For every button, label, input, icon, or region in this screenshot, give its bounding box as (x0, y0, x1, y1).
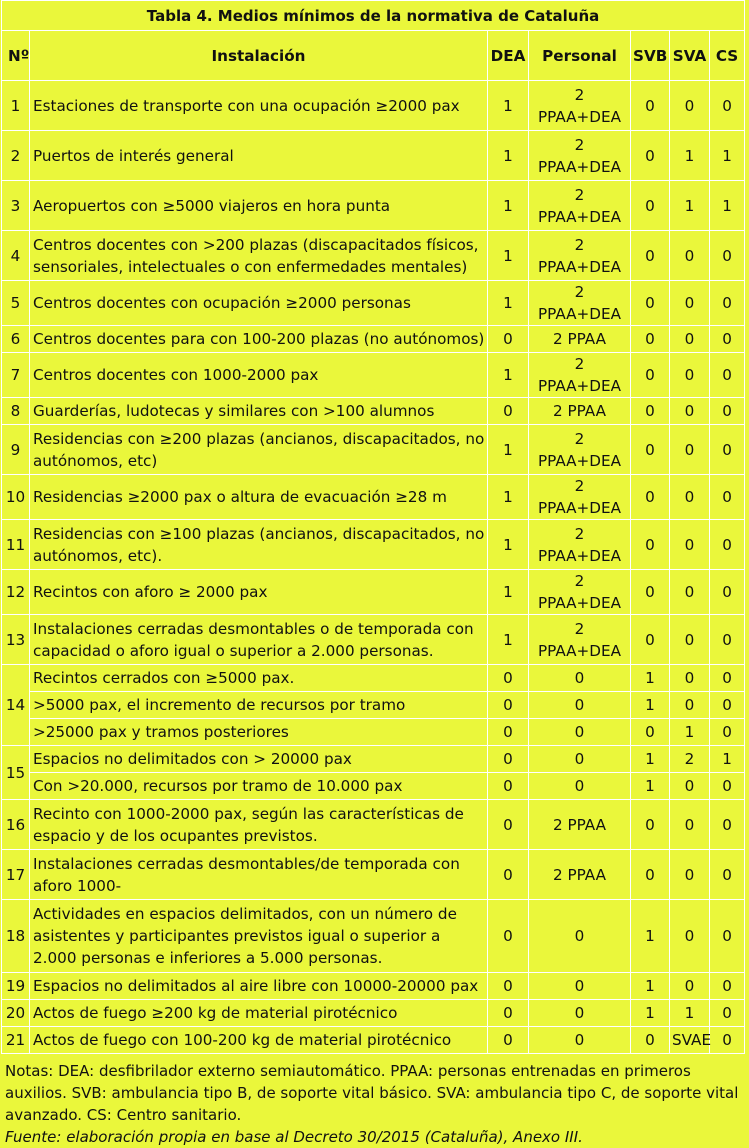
cell-personal: 2 PPAA+DEA (529, 131, 631, 181)
cell-personal: 0 (529, 773, 631, 800)
cell-installation: Recintos con aforo ≥ 2000 pax (30, 570, 488, 615)
cell-svb: 1 (631, 746, 670, 773)
table-header-row (2, 31, 745, 81)
cell-svb: 0 (631, 181, 670, 231)
cell-installation: Aeropuertos con ≥5000 viajeros en hora punta (30, 181, 488, 231)
header-number: Nº (2, 31, 30, 81)
cell-sva: 0 (670, 326, 710, 353)
cell-installation: Actos de fuego ≥200 kg de material pirotécnico (30, 1000, 488, 1027)
cell-number: 14 (2, 665, 30, 746)
cell-svb: 1 (631, 900, 670, 973)
cell-installation: Instalaciones cerradas desmontables/de temporada con aforo 1000- (30, 850, 488, 900)
cell-number: 4 (2, 231, 30, 281)
cell-sva: 1 (670, 719, 710, 746)
cell-sva: 0 (670, 353, 710, 398)
header-svb: SVB (631, 31, 670, 81)
cell-cs: 0 (710, 973, 745, 1000)
cell-svb: 0 (631, 520, 670, 570)
cell-installation: Actividades en espacios delimitados, con un número de asistentes y participantes previstos igual o superior a 2.000 personas e inferiores a 5.000 personas. (30, 900, 488, 973)
header-sva: SVA (670, 31, 710, 81)
cell-installation: Centros docentes con 1000-2000 pax (30, 353, 488, 398)
cell-number: 7 (2, 353, 30, 398)
cell-number: 17 (2, 850, 30, 900)
cell-dea: 0 (488, 398, 529, 425)
cell-svb: 1 (631, 692, 670, 719)
cell-cs: 0 (710, 719, 745, 746)
cell-dea: 0 (488, 773, 529, 800)
cell-personal: 0 (529, 1000, 631, 1027)
table-row (2, 746, 745, 773)
cell-dea: 0 (488, 719, 529, 746)
cell-dea: 0 (488, 800, 529, 850)
cell-installation: Residencias ≥2000 pax o altura de evacuación ≥28 m (30, 475, 488, 520)
cell-cs: 0 (710, 326, 745, 353)
cell-installation: Recintos cerrados con ≥5000 pax. (30, 665, 488, 692)
cell-sva: 0 (670, 570, 710, 615)
cell-number: 21 (2, 1027, 30, 1054)
cell-svb: 0 (631, 800, 670, 850)
cell-dea: 0 (488, 326, 529, 353)
cell-dea: 1 (488, 81, 529, 131)
cell-personal: 2 PPAA+DEA (529, 570, 631, 615)
cell-cs: 0 (710, 1027, 745, 1054)
cell-personal: 2 PPAA+DEA (529, 231, 631, 281)
cell-cs: 0 (710, 570, 745, 615)
cell-sva: 0 (670, 520, 710, 570)
cell-dea: 1 (488, 570, 529, 615)
cell-dea: 1 (488, 281, 529, 326)
cell-svb: 0 (631, 475, 670, 520)
cell-installation: Espacios no delimitados con > 20000 pax (30, 746, 488, 773)
table-row (2, 692, 745, 719)
cell-personal: 2 PPAA+DEA (529, 475, 631, 520)
cell-number: 16 (2, 800, 30, 850)
table-row (2, 773, 745, 800)
notes-section (0, 1054, 749, 1148)
table-row (2, 281, 745, 326)
table-row (2, 973, 745, 1000)
cell-number: 13 (2, 615, 30, 665)
cell-installation: Centros docentes con ocupación ≥2000 personas (30, 281, 488, 326)
cell-personal: 2 PPAA+DEA (529, 520, 631, 570)
cell-sva: 0 (670, 665, 710, 692)
cell-dea: 1 (488, 131, 529, 181)
cell-number: 2 (2, 131, 30, 181)
cell-dea: 0 (488, 973, 529, 1000)
cell-personal: 2 PPAA (529, 850, 631, 900)
cell-sva: 0 (670, 281, 710, 326)
cell-cs: 1 (710, 131, 745, 181)
cell-sva: 1 (670, 1000, 710, 1027)
cell-number: 1 (2, 81, 30, 131)
cell-cs: 0 (710, 398, 745, 425)
source-text: Fuente: elaboración propia en base al Decreto 30/2015 (Cataluña), Anexo III. (5, 1128, 583, 1146)
cell-personal: 2 PPAA+DEA (529, 281, 631, 326)
cell-svb: 0 (631, 326, 670, 353)
cell-dea: 1 (488, 425, 529, 475)
cell-cs: 0 (710, 773, 745, 800)
cell-personal: 2 PPAA (529, 800, 631, 850)
cell-cs: 0 (710, 475, 745, 520)
cell-dea: 0 (488, 665, 529, 692)
cell-dea: 0 (488, 1027, 529, 1054)
cell-number: 18 (2, 900, 30, 973)
table-row (2, 425, 745, 475)
cell-sva: 1 (670, 131, 710, 181)
cell-installation: >25000 pax y tramos posteriores (30, 719, 488, 746)
table-row (2, 800, 745, 850)
cell-number: 9 (2, 425, 30, 475)
cell-personal: 2 PPAA+DEA (529, 615, 631, 665)
cell-personal: 0 (529, 665, 631, 692)
table-caption: Tabla 4. Medios mínimos de la normativa de Cataluña (2, 1, 745, 31)
cell-number: 11 (2, 520, 30, 570)
cell-sva: 2 (670, 746, 710, 773)
table-row (2, 850, 745, 900)
cell-svb: 0 (631, 850, 670, 900)
cell-sva: SVAE (670, 1027, 710, 1054)
cell-personal: 2 PPAA+DEA (529, 425, 631, 475)
table-row (2, 900, 745, 973)
cell-cs: 0 (710, 425, 745, 475)
cell-installation: Espacios no delimitados al aire libre con 10000-20000 pax (30, 973, 488, 1000)
cell-dea: 1 (488, 181, 529, 231)
cell-svb: 0 (631, 719, 670, 746)
cell-svb: 1 (631, 1000, 670, 1027)
cell-installation: Residencias con ≥200 plazas (ancianos, discapacitados, no autónomos, etc) (30, 425, 488, 475)
cell-installation: Puertos de interés general (30, 131, 488, 181)
cell-cs: 0 (710, 850, 745, 900)
table-row (2, 131, 745, 181)
cell-svb: 0 (631, 1027, 670, 1054)
cell-personal: 0 (529, 692, 631, 719)
cell-cs: 0 (710, 81, 745, 131)
table-row (2, 398, 745, 425)
cell-personal: 0 (529, 746, 631, 773)
cell-sva: 0 (670, 81, 710, 131)
cell-personal: 0 (529, 719, 631, 746)
cell-svb: 0 (631, 231, 670, 281)
cell-cs: 1 (710, 746, 745, 773)
cell-cs: 0 (710, 520, 745, 570)
cell-svb: 0 (631, 570, 670, 615)
cell-installation: Centros docentes con >200 plazas (discapacitados físicos, sensoriales, intelectuales o con enfermedades mentales) (30, 231, 488, 281)
cell-personal: 2 PPAA+DEA (529, 81, 631, 131)
cell-installation: Recinto con 1000-2000 pax, según las características de espacio y de los ocupantes previstos. (30, 800, 488, 850)
table-row (2, 520, 745, 570)
header-personal: Personal (529, 31, 631, 81)
table-row (2, 181, 745, 231)
cell-installation: Centros docentes para con 100-200 plazas (no autónomos) (30, 326, 488, 353)
table-row (2, 1000, 745, 1027)
table-body (2, 81, 745, 1054)
cell-cs: 0 (710, 231, 745, 281)
cell-svb: 0 (631, 131, 670, 181)
table-caption-row (2, 1, 745, 31)
cell-installation: Residencias con ≥100 plazas (ancianos, discapacitados, no autónomos, etc). (30, 520, 488, 570)
cell-sva: 1 (670, 181, 710, 231)
cell-number: 20 (2, 1000, 30, 1027)
cell-dea: 1 (488, 231, 529, 281)
cell-svb: 0 (631, 425, 670, 475)
cell-dea: 0 (488, 746, 529, 773)
cell-sva: 0 (670, 231, 710, 281)
cell-sva: 0 (670, 800, 710, 850)
cell-cs: 0 (710, 800, 745, 850)
cell-number: 19 (2, 973, 30, 1000)
cell-cs: 0 (710, 665, 745, 692)
cell-cs: 0 (710, 615, 745, 665)
cell-personal: 2 PPAA+DEA (529, 181, 631, 231)
header-installation: Instalación (30, 31, 488, 81)
cell-dea: 0 (488, 850, 529, 900)
cell-cs: 0 (710, 281, 745, 326)
cell-sva: 0 (670, 398, 710, 425)
cell-installation: Actos de fuego con 100-200 kg de material pirotécnico (30, 1027, 488, 1054)
cell-sva: 0 (670, 615, 710, 665)
cell-number: 3 (2, 181, 30, 231)
table-row (2, 231, 745, 281)
table-row (2, 326, 745, 353)
cell-sva: 0 (670, 692, 710, 719)
cell-installation: Guarderías, ludotecas y similares con >100 alumnos (30, 398, 488, 425)
cell-installation: Instalaciones cerradas desmontables o de temporada con capacidad o aforo igual o superior a 2.000 personas. (30, 615, 488, 665)
cell-number: 15 (2, 746, 30, 800)
cell-sva: 0 (670, 773, 710, 800)
cell-cs: 0 (710, 692, 745, 719)
table-row (2, 475, 745, 520)
cell-personal: 2 PPAA (529, 326, 631, 353)
cell-svb: 1 (631, 665, 670, 692)
cell-installation: >5000 pax, el incremento de recursos por tramo (30, 692, 488, 719)
cell-dea: 1 (488, 475, 529, 520)
cell-svb: 0 (631, 81, 670, 131)
cell-sva: 0 (670, 900, 710, 973)
cell-personal: 0 (529, 900, 631, 973)
cell-number: 10 (2, 475, 30, 520)
table-row (2, 615, 745, 665)
cell-dea: 1 (488, 520, 529, 570)
cell-cs: 0 (710, 1000, 745, 1027)
cell-personal: 2 PPAA (529, 398, 631, 425)
cell-svb: 0 (631, 398, 670, 425)
notes-text: Notas: DEA: desfibrilador externo semiautomático. PPAA: personas entrenadas en primeros auxilios. SVB: ambulancia tipo B, de soporte vital básico. SVA: ambulancia tipo C, de soporte vital avanzado. CS: Centro sanitario. (5, 1062, 739, 1124)
cell-number: 5 (2, 281, 30, 326)
cell-svb: 0 (631, 353, 670, 398)
cell-sva: 0 (670, 850, 710, 900)
cell-sva: 0 (670, 425, 710, 475)
cell-dea: 0 (488, 1000, 529, 1027)
table-row (2, 81, 745, 131)
cell-personal: 0 (529, 1027, 631, 1054)
cell-personal: 2 PPAA+DEA (529, 353, 631, 398)
table-row (2, 1027, 745, 1054)
cell-svb: 0 (631, 615, 670, 665)
table-row (2, 719, 745, 746)
cell-personal: 0 (529, 973, 631, 1000)
cell-svb: 1 (631, 973, 670, 1000)
cell-number: 8 (2, 398, 30, 425)
header-cs: CS (710, 31, 745, 81)
cell-installation: Estaciones de transporte con una ocupación ≥2000 pax (30, 81, 488, 131)
cell-cs: 0 (710, 353, 745, 398)
cell-cs: 1 (710, 181, 745, 231)
cell-cs: 0 (710, 900, 745, 973)
cell-svb: 0 (631, 281, 670, 326)
cell-installation: Con >20.000, recursos por tramo de 10.000 pax (30, 773, 488, 800)
cell-dea: 0 (488, 900, 529, 973)
cell-number: 6 (2, 326, 30, 353)
norms-table (1, 0, 745, 1054)
cell-sva: 0 (670, 973, 710, 1000)
cell-svb: 1 (631, 773, 670, 800)
cell-dea: 1 (488, 615, 529, 665)
cell-number: 12 (2, 570, 30, 615)
cell-dea: 1 (488, 353, 529, 398)
table-row (2, 353, 745, 398)
cell-dea: 0 (488, 692, 529, 719)
table-row (2, 570, 745, 615)
table-row (2, 665, 745, 692)
cell-sva: 0 (670, 475, 710, 520)
header-dea: DEA (488, 31, 529, 81)
